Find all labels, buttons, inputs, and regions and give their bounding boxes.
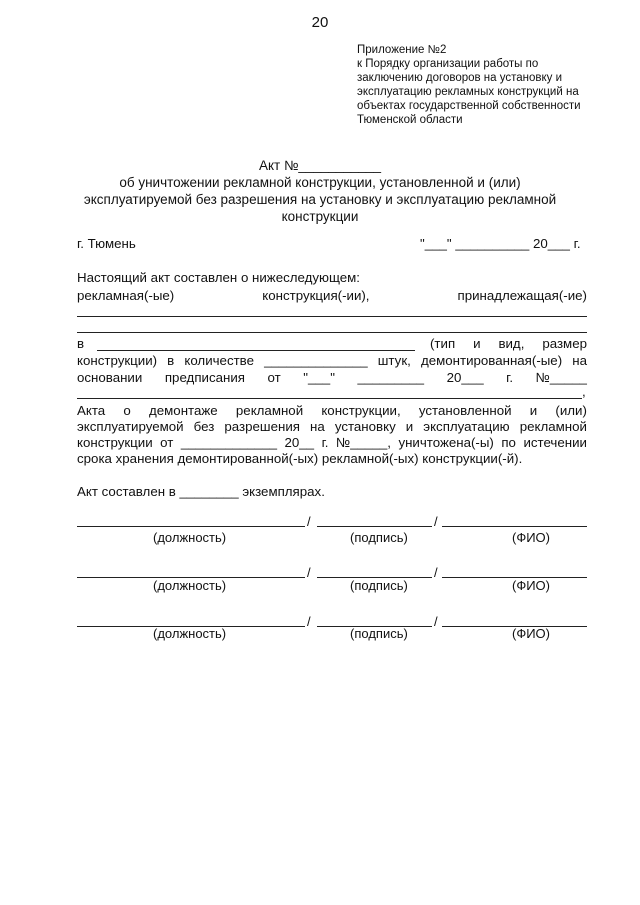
word: _________	[357, 370, 425, 385]
word: и	[473, 336, 481, 351]
name-caption: (ФИО)	[512, 578, 550, 593]
word: количестве	[184, 353, 254, 368]
position-line	[77, 608, 305, 627]
word: без	[193, 419, 215, 434]
name-caption: (ФИО)	[512, 530, 550, 545]
document-title	[60, 157, 580, 225]
separator: /	[434, 565, 438, 580]
signature-row	[77, 509, 587, 527]
word: демонтаже	[149, 403, 218, 418]
body-row-owner	[77, 288, 587, 303]
word: разрешения	[224, 419, 300, 434]
word-v: в	[77, 336, 85, 351]
word: и	[529, 403, 538, 418]
word: уничтожена(-ы)	[398, 435, 494, 450]
word: _____________	[180, 435, 277, 450]
body-row-quantity	[77, 353, 587, 368]
word: установленной	[418, 403, 512, 418]
word: на	[310, 419, 325, 434]
word: штук,	[377, 353, 411, 368]
position-caption: (должность)	[153, 578, 227, 593]
word: принадлежащая(-ие)	[457, 288, 587, 303]
word: демонтированная(-ые)	[420, 353, 563, 368]
position-line	[77, 508, 305, 527]
blank-line	[77, 316, 587, 317]
word: конструкции)	[77, 353, 158, 368]
word: на	[572, 353, 587, 368]
body-row-act	[77, 403, 587, 418]
title-line: конструкции	[281, 209, 359, 224]
comma: ,	[582, 384, 586, 399]
position-caption: (должность)	[153, 530, 227, 545]
separator: /	[434, 614, 438, 629]
name-line	[442, 508, 587, 527]
word: основании	[77, 370, 143, 385]
word: рекламная(-ые)	[77, 288, 175, 303]
blank-line	[77, 332, 587, 333]
appendix-line: Тюменской области	[357, 114, 463, 126]
appendix-note	[357, 43, 581, 127]
word: "___"	[303, 370, 335, 385]
word: рекламной	[519, 419, 587, 434]
title-line: об уничтожении рекламной конструкции, установленной и (или)	[119, 175, 521, 190]
word: вид,	[498, 336, 525, 351]
appendix-line: заключению договоров на установку и	[357, 72, 563, 84]
word: (тип	[430, 336, 456, 351]
signature-caption: (подпись)	[350, 530, 408, 545]
word: размер	[542, 336, 587, 351]
separator: /	[307, 514, 311, 529]
signature-caption: (подпись)	[350, 626, 408, 641]
appendix-line: эксплуатацию рекламных конструкций на	[357, 86, 579, 98]
word: (или)	[555, 403, 587, 418]
word: г.	[321, 435, 329, 450]
word: от	[267, 370, 281, 385]
title-act-number: Акт №___________	[258, 158, 382, 173]
body-row-from	[77, 435, 587, 450]
body-row-basis	[77, 370, 587, 385]
blank-line	[77, 398, 582, 399]
name-line	[442, 559, 587, 578]
word: №_____	[535, 370, 587, 385]
signature-row	[77, 560, 587, 578]
body-row-storage: срока хранения демонтированной(-ых) рекламной(-ых) конструкции(-й).	[77, 451, 523, 466]
signature-line	[317, 559, 432, 578]
word: конструкции,	[321, 403, 401, 418]
word: о	[123, 403, 131, 418]
appendix-line: к Порядку организации работы по	[357, 58, 539, 70]
name-line	[442, 608, 587, 627]
body-row-type	[430, 336, 587, 351]
word: №_____,	[336, 435, 391, 450]
separator: /	[307, 614, 311, 629]
appendix-line: Приложение №2	[357, 44, 447, 56]
word: 20__	[284, 435, 315, 450]
word: от	[160, 435, 174, 450]
word: г.	[506, 370, 514, 385]
appendix-line: объектах государственной собственности	[357, 100, 581, 112]
word: в	[167, 353, 175, 368]
word: и	[405, 419, 414, 434]
word: Акта	[77, 403, 106, 418]
word: рекламной	[235, 403, 304, 418]
word: эксплуатируемой	[77, 419, 184, 434]
word: истечении	[523, 435, 587, 450]
city: г. Тюмень	[77, 236, 136, 251]
signature-row	[77, 609, 587, 627]
word: конструкции	[77, 435, 153, 450]
position-caption: (должность)	[153, 626, 227, 641]
copies-text: Акт составлен в ________ экземплярах.	[77, 484, 325, 499]
position-line	[77, 559, 305, 578]
intro-text: Настоящий акт составлен о нижеследующем:	[77, 270, 361, 285]
separator: /	[434, 514, 438, 529]
title-line: эксплуатируемой без разрешения на установку и эксплуатацию рекламной	[83, 192, 557, 207]
blank-line	[97, 350, 415, 351]
word: 20___	[446, 370, 484, 385]
word: установку	[334, 419, 396, 434]
signature-caption: (подпись)	[350, 578, 408, 593]
name-caption: (ФИО)	[512, 626, 550, 641]
word: эксплуатацию	[423, 419, 510, 434]
word: по	[501, 435, 516, 450]
body-row-exploitation	[77, 419, 587, 434]
page-number: 20	[311, 14, 329, 31]
word: конструкция(-ии),	[262, 288, 370, 303]
separator: /	[307, 565, 311, 580]
date-field: "___" __________ 20___ г.	[420, 236, 581, 251]
word: ______________	[264, 353, 368, 368]
signature-line	[317, 608, 432, 627]
word: предписания	[164, 370, 245, 385]
signature-line	[317, 508, 432, 527]
